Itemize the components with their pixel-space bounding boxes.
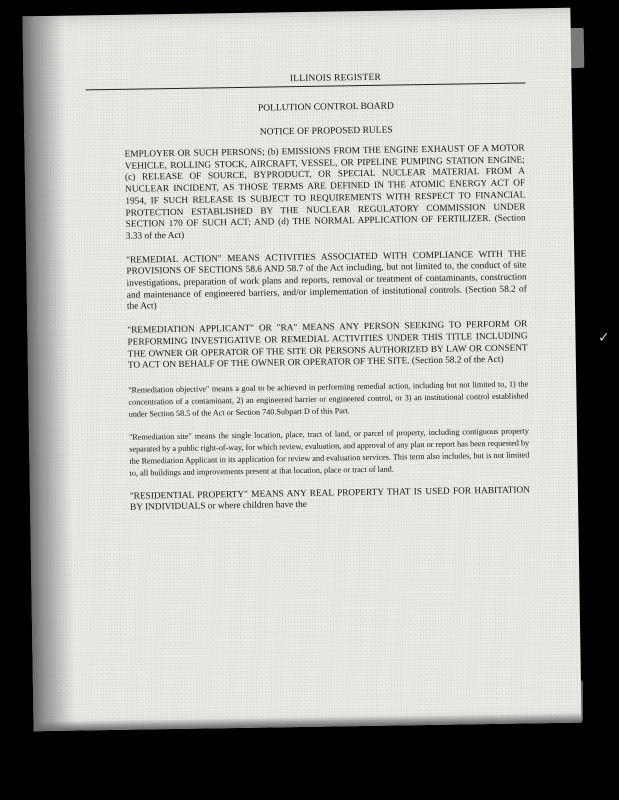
page-content — [85, 70, 532, 515]
paragraph-remediation-applicant: "REMEDIATION APPLICANT" OR "RA" MEANS ANY PERSON SEEKING TO PERFORM OR PERFORMING INVESTIGATIVE OR REMEDIAL ACTIVITIES UNDER THIS TITLE INCLUDING THE OWNER OR OPERATOR OF THE SITE OR PERSONS AUTHORIZED BY LAW OR CONSENT TO ACT ON BEHALF OF THE OWNER OR OPERATOR OF THE SITE. (Section 58.2 of the Act) — [127, 319, 528, 371]
page-bottom-edge — [33, 713, 581, 732]
paragraph-remedial-action: "REMEDIAL ACTION" MEANS ACTIVITIES ASSOCIATED WITH COMPLIANCE WITH THE PROVISIONS OF SECTIONS 58.6 AND 58.7 of the Act including, but not limited to, the conduct of site investigations, preparation of work plans and reports, removal or treatment of contaminants, construction and maintenance of engineered barriers, and/or implementation of institutional controls. (Section 58.2 of the Act) — [126, 249, 527, 313]
paragraph-remediation-site: "Remediation site" means the single location, place, tract of land, or parcel of property, including contiguous property separated by a public right-of-way, for which review, evaluation, and approval of any plan or report has been requested by the Remediation Applicant in its application for review and evaluation services. This term also includes, but is not limited to, all buildings and improvements present at that location, place or tract of land. — [128, 426, 530, 478]
paragraph-residential-property: "RESIDENTIAL PROPERTY" MEANS ANY REAL PROPERTY THAT IS USED FOR HABITATION BY INDIVIDUALS or where children have the — [129, 484, 530, 513]
check-mark-icon: ✓ — [598, 330, 610, 346]
paragraph-remediation-objective: "Remediation objective" means a goal to be achieved in performing remedial action, including but not limited to, 1) the concentration of a contaminant, 2) an engineered barrier or engineered control, or 3) an institutional control established under Section 58.5 of the Act or Section 740.Subpart D of this Part. — [128, 379, 529, 419]
paragraph-employer-emissions: EMPLOYER OR SUCH PERSONS; (b) EMISSIONS FROM THE ENGINE EXHAUST OF A MOTOR VEHICLE, ROLLING STOCK, AIRCRAFT, VESSEL, OR PIPELINE PUMPING STATION ENGINE; (c) RELEASE OF SOURCE, BYPRODUCT, OR SPECIAL NUCLEAR MATERIAL FROM A NUCLEAR INCIDENT, AS THOSE TERMS ARE DEFINED IN THE ATOMIC ENERGY ACT OF 1954, IF SUCH RELEASE IS SUBJECT TO REQUIREMENTS WITH RESPECT TO FINANCIAL PROTECTION ESTABLISHED BY THE NUCLEAR REGULATORY COMMISSION UNDER SECTION 170 OF SUCH ACT; AND (d) THE NORMAL APPLICATION OF FERTILIZER. (Section 3.33 of the Act) — [124, 143, 526, 242]
register-heading: ILLINOIS REGISTER — [289, 72, 382, 85]
notice-heading: NOTICE OF PROPOSED RULES — [259, 125, 393, 138]
page-shadow-edge — [22, 16, 75, 732]
board-heading: POLLUTION CONTROL BOARD — [257, 101, 394, 114]
document-page — [22, 8, 581, 732]
